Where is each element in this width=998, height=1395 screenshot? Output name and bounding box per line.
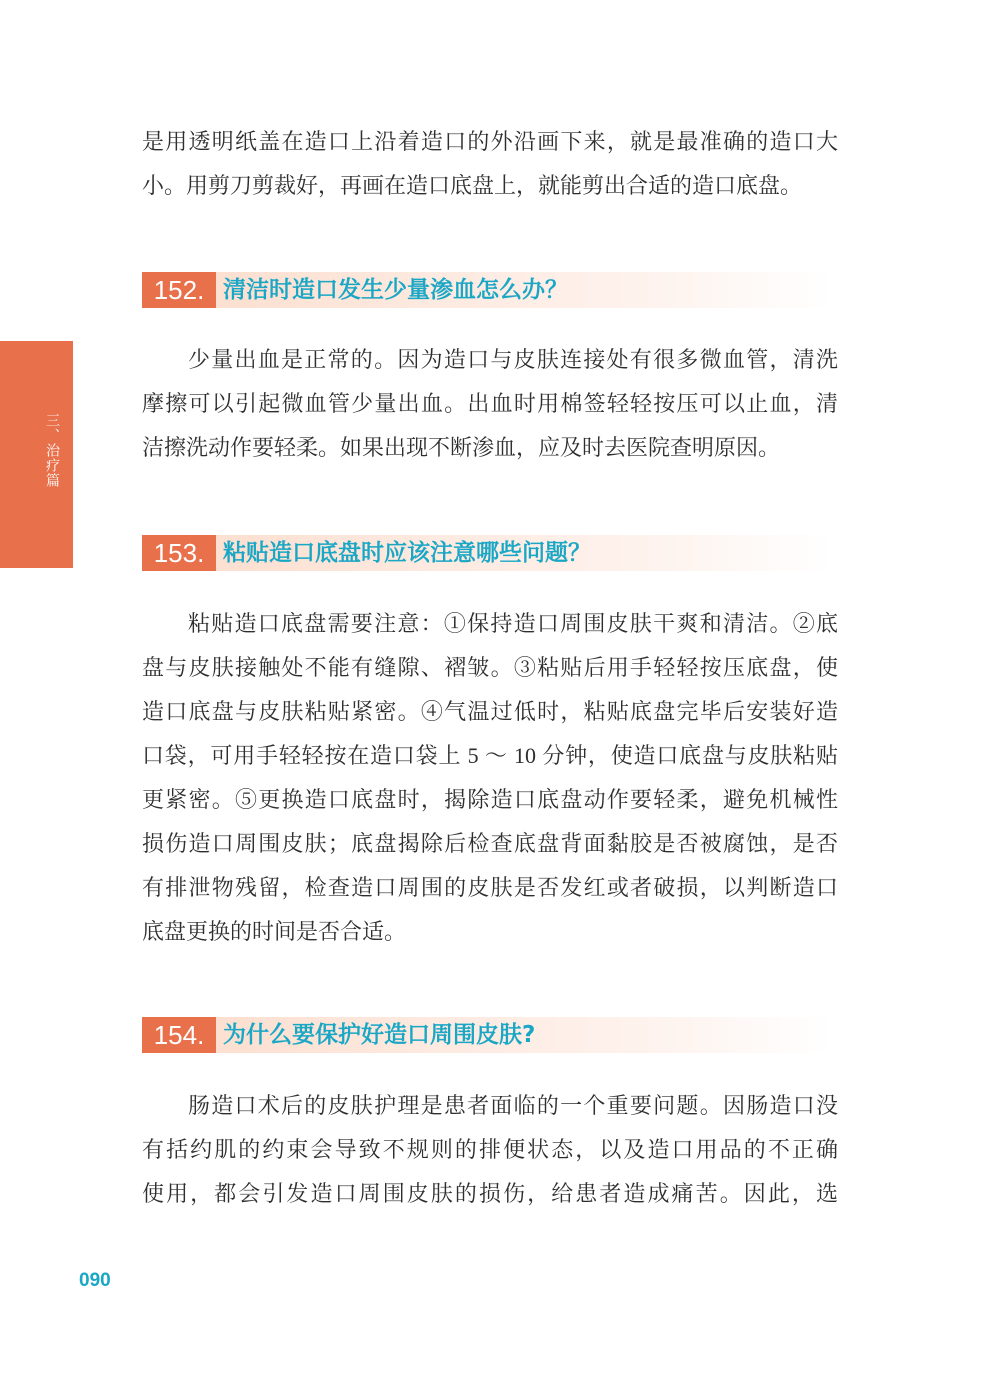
question-heading-152	[142, 272, 832, 308]
paragraph-line: 使用，都会引发造口周围皮肤的损伤，给患者造成痛苦。因此，选	[142, 1181, 838, 1206]
question-heading-154	[142, 1017, 832, 1053]
paragraph-line: 口袋，可用手轻轻按在造口袋上 5 ～ 10 分钟，使造口底盘与皮肤粘贴	[142, 743, 838, 768]
answer-paragraph-153	[142, 602, 838, 954]
paragraph-line: 小。用剪刀剪裁好，再画在造口底盘上，就能剪出合适的造口底盘。	[142, 173, 803, 198]
paragraph-line: 是用透明纸盖在造口上沿着造口的外沿画下来，就是最准确的造口大	[142, 129, 838, 154]
question-title: 为什么要保护好造口周围皮肤?	[223, 1022, 536, 1048]
answer-paragraph-154	[142, 1084, 838, 1216]
question-number-badge: 154.	[142, 1017, 216, 1053]
page-number: 090	[79, 1270, 111, 1291]
paragraph-line: 摩擦可以引起微血管少量出血。出血时用棉签轻轻按压可以止血，清	[142, 391, 838, 416]
question-title: 清洁时造口发生少量渗血怎么办？	[223, 277, 568, 303]
paragraph-line: 洁擦洗动作要轻柔。如果出现不断渗血，应及时去医院查明原因。	[142, 435, 781, 460]
paragraph-line: 底盘更换的时间是否合适。	[142, 919, 407, 944]
paragraph-line: 少量出血是正常的。因为造口与皮肤连接处有很多微血管，清洗	[188, 347, 838, 372]
paragraph-line: 肠造口术后的皮肤护理是患者面临的一个重要问题。因肠造口没	[188, 1093, 838, 1118]
paragraph-line: 有排泄物残留，检查造口周围的皮肤是否发红或者破损，以判断造口	[142, 875, 838, 900]
question-heading-153	[142, 535, 832, 571]
paragraph-line: 损伤造口周围皮肤；底盘揭除后检查底盘背面黏胶是否被腐蚀，是否	[142, 831, 838, 856]
paragraph-line: 造口底盘与皮肤粘贴紧密。④气温过低时，粘贴底盘完毕后安装好造	[142, 699, 838, 724]
chapter-tab-label: 三、治疗篇	[45, 413, 61, 488]
paragraph-line: 有括约肌的约束会导致不规则的排便状态，以及造口用品的不正确	[142, 1137, 838, 1162]
question-number-badge: 153.	[142, 535, 216, 571]
chapter-side-tab	[0, 341, 73, 568]
paragraph-line: 盘与皮肤接触处不能有缝隙、褶皱。③粘贴后用手轻轻按压底盘，使	[142, 655, 838, 680]
paragraph-line: 粘贴造口底盘需要注意：①保持造口周围皮肤干爽和清洁。②底	[188, 611, 838, 636]
question-title: 粘贴造口底盘时应该注意哪些问题？	[223, 540, 591, 566]
question-number-badge: 152.	[142, 272, 216, 308]
intro-paragraph	[142, 120, 838, 208]
paragraph-line: 更紧密。⑤更换造口底盘时，揭除造口底盘动作要轻柔，避免机械性	[142, 787, 838, 812]
answer-paragraph-152	[142, 338, 838, 470]
